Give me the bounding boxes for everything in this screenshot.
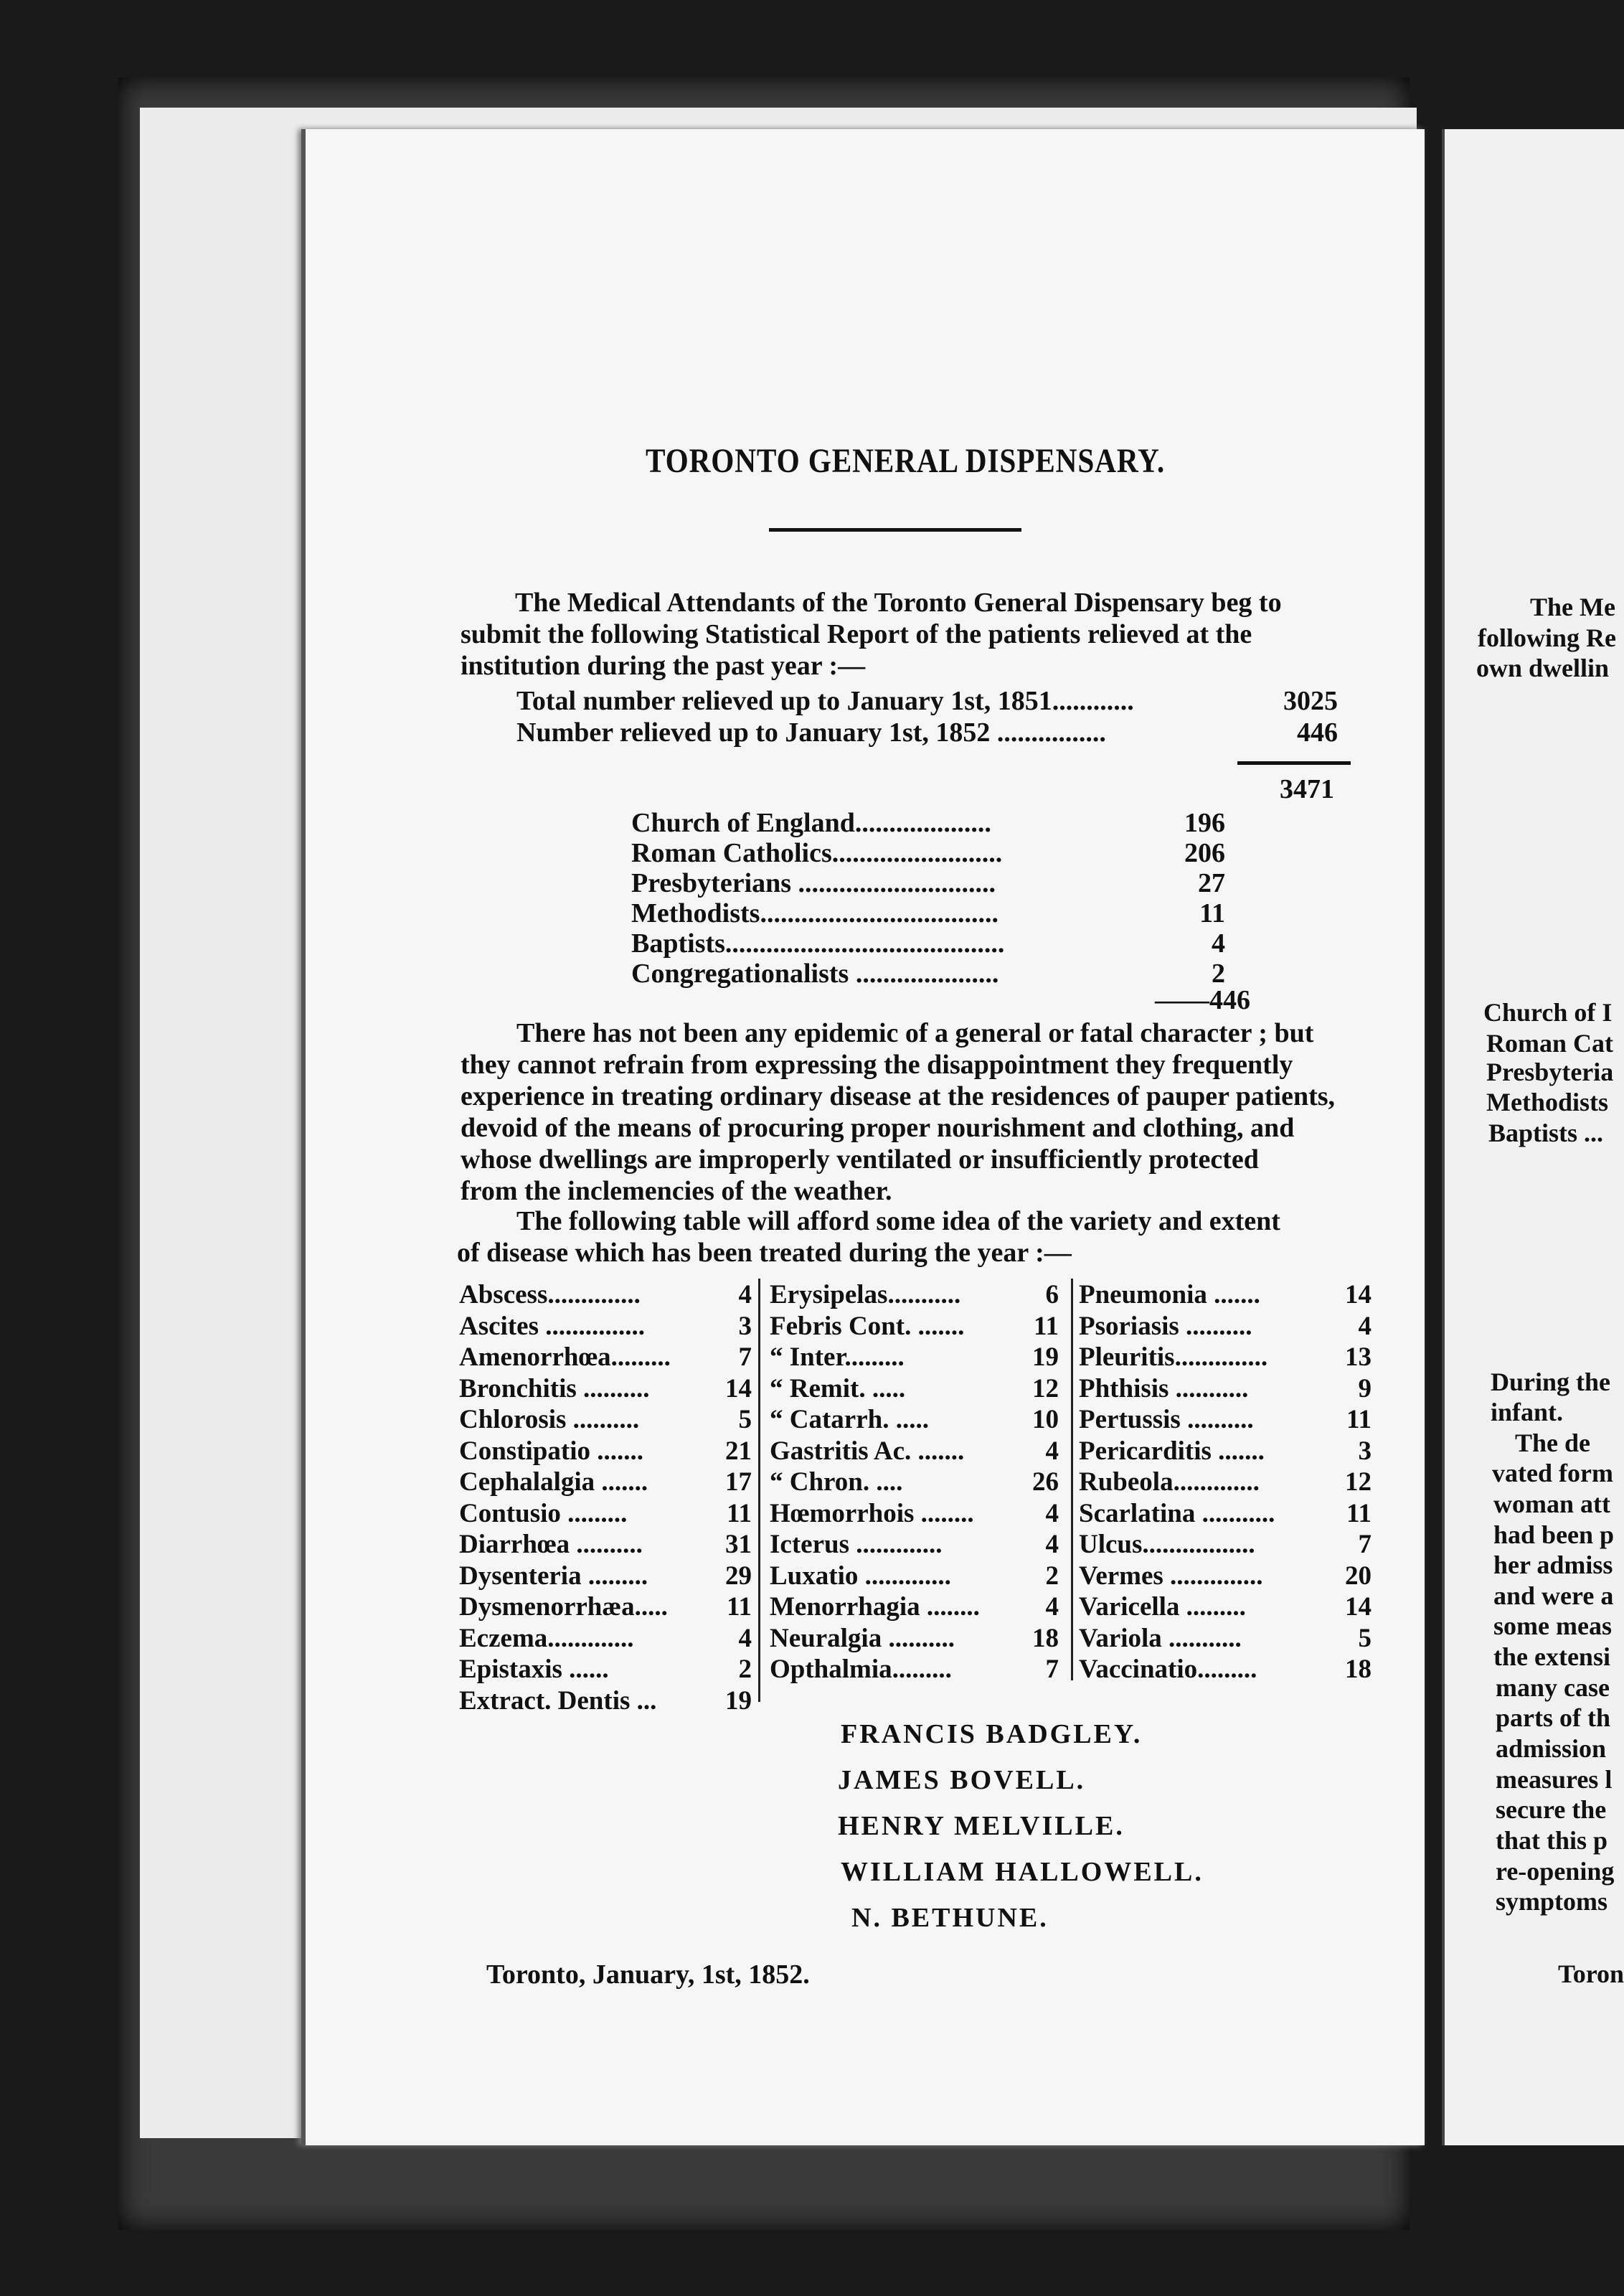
next-page-fragment: Church of I <box>1483 998 1613 1027</box>
disease-count: 4 <box>1045 1436 1059 1466</box>
table-intro-line: The following table will afford some idea of the variety and extent <box>516 1206 1280 1236</box>
disease-count: 5 <box>738 1405 752 1434</box>
disease-row <box>1079 1373 1372 1405</box>
column-divider-1 <box>758 1279 760 1702</box>
disease-name: Extract. Dentis ... <box>459 1685 657 1716</box>
total-value: 446 <box>1297 718 1338 748</box>
disease-count: 4 <box>738 1623 752 1653</box>
disease-row <box>1079 1342 1372 1373</box>
disease-row <box>459 1404 752 1436</box>
intro-line: The Medical Attendants of the Toronto General Dispensary beg to <box>515 588 1282 618</box>
epidemic-line: experience in treating ordinary disease at the residences of pauper patients, <box>461 1081 1336 1111</box>
disease-name: Luxatio ............. <box>770 1561 951 1591</box>
next-page-fragment: The de <box>1515 1429 1591 1457</box>
disease-count: 21 <box>725 1436 752 1466</box>
next-page-fragment: her admiss <box>1493 1551 1613 1579</box>
next-page-fragment: and were a <box>1493 1581 1614 1610</box>
disease-count: 2 <box>738 1655 752 1684</box>
table-intro-line: of disease which has been treated during the year :— <box>457 1238 1072 1268</box>
disease-name: Erysipelas........... <box>770 1280 961 1309</box>
signatory-name: HENRY MELVILLE. <box>838 1811 1125 1841</box>
disease-name: Febris Cont. ....... <box>770 1311 965 1341</box>
grand-total: 3471 <box>1280 774 1334 804</box>
disease-row <box>1079 1436 1372 1467</box>
disease-count: 11 <box>1346 1405 1372 1434</box>
disease-name: Gastritis Ac. ....... <box>770 1436 965 1466</box>
next-page-fragment: infant. <box>1491 1398 1564 1426</box>
disease-row <box>1079 1529 1372 1561</box>
disease-name: Bronchitis .......... <box>459 1373 650 1403</box>
disease-column-3 <box>1079 1279 1372 1685</box>
disease-name: Vermes .............. <box>1079 1561 1263 1591</box>
disease-row <box>1079 1279 1372 1311</box>
dateline: Toronto, January, 1st, 1852. <box>486 1959 810 1990</box>
disease-count: 26 <box>1032 1467 1059 1497</box>
disease-row <box>770 1498 1059 1530</box>
column-divider-2 <box>1071 1279 1073 1680</box>
intro-line: submit the following Statistical Report of the patients relieved at the <box>461 619 1252 649</box>
disease-name: Dysmenorrhæa..... <box>459 1592 668 1622</box>
disease-count: 12 <box>1345 1467 1372 1497</box>
disease-count: 4 <box>1358 1311 1372 1341</box>
denomination-value: 4 <box>1212 928 1225 959</box>
disease-count: 13 <box>1345 1342 1372 1372</box>
epidemic-line: There has not been any epidemic of a general or fatal character ; but <box>516 1018 1314 1048</box>
disease-name: “ Inter......... <box>770 1342 905 1372</box>
disease-name: Epistaxis ...... <box>459 1655 609 1684</box>
signatory-name: N. BETHUNE. <box>851 1903 1049 1933</box>
next-page-fragment: admission <box>1496 1734 1607 1763</box>
next-page-fragment: Baptists ... <box>1488 1119 1604 1147</box>
disease-count: 12 <box>1032 1373 1059 1403</box>
disease-name: Pericarditis ....... <box>1079 1436 1265 1466</box>
denomination-label: Presbyterians ............................. <box>631 868 996 898</box>
denominations-total: ——446 <box>1155 985 1250 1015</box>
title-rule <box>769 528 1021 532</box>
denomination-label: Roman Catholics......................... <box>631 838 1003 868</box>
disease-row <box>1079 1467 1372 1498</box>
denomination-label: Congregationalists ..................... <box>631 959 999 989</box>
next-page-fragment: The Me <box>1530 593 1615 621</box>
next-page-fragment: measures l <box>1496 1765 1613 1794</box>
disease-name: Psoriasis .......... <box>1079 1311 1252 1341</box>
disease-name: Opthalmia......... <box>770 1655 952 1684</box>
disease-row <box>1079 1591 1372 1623</box>
disease-row <box>459 1373 752 1405</box>
disease-count: 14 <box>1345 1280 1372 1309</box>
disease-name: Varicella ......... <box>1079 1592 1246 1622</box>
disease-row <box>459 1279 752 1311</box>
disease-row <box>1079 1561 1372 1592</box>
disease-count: 14 <box>1345 1592 1372 1622</box>
disease-row <box>459 1561 752 1592</box>
disease-count: 10 <box>1032 1405 1059 1434</box>
disease-count: 20 <box>1345 1561 1372 1591</box>
disease-name: Scarlatina ........... <box>1079 1498 1275 1528</box>
epidemic-line: they cannot refrain from expressing the disappointment they frequently <box>461 1050 1293 1080</box>
disease-count: 19 <box>1032 1342 1059 1372</box>
disease-row <box>459 1436 752 1467</box>
disease-count: 6 <box>1045 1280 1059 1309</box>
disease-name: “ Remit. ..... <box>770 1373 906 1403</box>
disease-row <box>1079 1404 1372 1436</box>
disease-row <box>770 1654 1059 1685</box>
disease-count: 18 <box>1345 1655 1372 1684</box>
next-page-fragment: symptoms <box>1496 1887 1608 1916</box>
disease-row <box>459 1591 752 1623</box>
disease-row <box>1079 1623 1372 1655</box>
disease-name: Phthisis ........... <box>1079 1373 1249 1403</box>
next-page-fragment: some meas <box>1493 1612 1612 1640</box>
denomination-value: 11 <box>1199 898 1225 928</box>
next-page-fragment: woman att <box>1493 1490 1610 1518</box>
disease-count: 7 <box>738 1342 752 1372</box>
disease-row <box>770 1342 1059 1373</box>
disease-row <box>459 1529 752 1561</box>
disease-row <box>1079 1311 1372 1342</box>
disease-count: 11 <box>727 1592 752 1622</box>
disease-count: 5 <box>1358 1623 1372 1653</box>
total-value: 3025 <box>1283 686 1338 716</box>
disease-row <box>459 1342 752 1373</box>
disease-count: 29 <box>725 1561 752 1591</box>
epidemic-line: whose dwellings are improperly ventilated or insufficiently protected <box>461 1144 1259 1175</box>
denomination-label: Baptists......................................... <box>631 928 1005 959</box>
disease-count: 7 <box>1045 1655 1059 1684</box>
next-page-fragment: Presbyteria <box>1486 1058 1614 1086</box>
next-page-fragment: Roman Cat <box>1486 1029 1613 1058</box>
disease-row <box>770 1279 1059 1311</box>
next-page-fragment: had been p <box>1493 1520 1615 1549</box>
signatory-name: FRANCIS BADGLEY. <box>841 1719 1143 1749</box>
disease-row <box>459 1685 752 1717</box>
disease-row <box>459 1654 752 1685</box>
disease-name: Contusio ......... <box>459 1498 628 1528</box>
disease-name: Constipatio ....... <box>459 1436 643 1466</box>
denomination-label: Church of England.................... <box>631 808 991 838</box>
disease-row <box>459 1467 752 1498</box>
page-title: TORONTO GENERAL DISPENSARY. <box>646 442 1166 480</box>
disease-row <box>770 1591 1059 1623</box>
denomination-value: 206 <box>1184 838 1225 868</box>
disease-row <box>1079 1498 1372 1530</box>
disease-count: 4 <box>1045 1530 1059 1559</box>
disease-count: 17 <box>725 1467 752 1497</box>
disease-name: Icterus ............. <box>770 1530 943 1559</box>
next-page-fragment: Methodists <box>1486 1088 1608 1116</box>
disease-name: Pertussis .......... <box>1079 1405 1254 1434</box>
denomination-value: 27 <box>1198 868 1225 898</box>
disease-name: Eczema............. <box>459 1623 634 1653</box>
next-page-fragment: own dwellin <box>1476 654 1610 682</box>
disease-row <box>770 1373 1059 1405</box>
totals-rule <box>1237 761 1351 765</box>
signatory-name: JAMES BOVELL. <box>838 1765 1086 1795</box>
disease-row <box>770 1436 1059 1467</box>
disease-name: Amenorrhœa......... <box>459 1342 671 1372</box>
disease-row <box>770 1623 1059 1655</box>
disease-name: Hœmorrhois ........ <box>770 1498 974 1528</box>
next-page-fragment: following Re <box>1478 624 1616 652</box>
disease-row <box>770 1404 1059 1436</box>
disease-name: Abscess.............. <box>459 1280 641 1309</box>
disease-count: 11 <box>1346 1498 1372 1528</box>
disease-count: 18 <box>1032 1623 1059 1653</box>
next-page-fragment: During the <box>1491 1368 1611 1396</box>
disease-count: 4 <box>1045 1498 1059 1528</box>
disease-name: Ulcus................. <box>1079 1530 1255 1559</box>
total-label: Total number relieved up to January 1st, 1851............ <box>516 686 1134 716</box>
disease-name: “ Chron. .... <box>770 1467 903 1497</box>
signatory-name: WILLIAM HALLOWELL. <box>841 1857 1204 1887</box>
disease-column-2 <box>770 1279 1059 1685</box>
denomination-value: 2 <box>1212 959 1225 989</box>
disease-count: 19 <box>725 1685 752 1716</box>
next-page-fragment: re-opening <box>1496 1857 1615 1886</box>
disease-row <box>459 1498 752 1530</box>
denomination-value: 196 <box>1184 808 1225 838</box>
disease-count: 11 <box>727 1498 752 1528</box>
next-page-fragment: Toron <box>1558 1959 1624 1988</box>
disease-row <box>770 1467 1059 1498</box>
epidemic-line: from the inclemencies of the weather. <box>461 1176 892 1206</box>
disease-row <box>459 1311 752 1342</box>
intro-line: institution during the past year :— <box>461 651 866 681</box>
disease-row <box>459 1623 752 1655</box>
disease-name: Ascites ............... <box>459 1311 645 1341</box>
next-page-fragment: the extensi <box>1493 1642 1610 1671</box>
next-page-fragment: secure the <box>1496 1795 1607 1824</box>
disease-name: Pneumonia ....... <box>1079 1280 1260 1309</box>
disease-name: Pleuritis.............. <box>1079 1342 1268 1372</box>
disease-count: 2 <box>1045 1561 1059 1591</box>
epidemic-line: devoid of the means of procuring proper nourishment and clothing, and <box>461 1113 1295 1143</box>
next-page-fragment: parts of th <box>1496 1703 1610 1732</box>
disease-count: 9 <box>1358 1373 1372 1403</box>
disease-name: Rubeola............. <box>1079 1467 1260 1497</box>
disease-count: 4 <box>738 1280 752 1309</box>
disease-row <box>770 1311 1059 1342</box>
next-page-fragment: vated form <box>1492 1459 1613 1487</box>
disease-name: Variola ........... <box>1079 1623 1242 1653</box>
disease-count: 31 <box>725 1530 752 1559</box>
disease-count: 14 <box>725 1373 752 1403</box>
disease-name: Neuralgia .......... <box>770 1623 955 1653</box>
disease-name: Vaccinatio......... <box>1079 1655 1257 1684</box>
total-label: Number relieved up to January 1st, 1852 ................ <box>516 718 1106 748</box>
disease-count: 3 <box>1358 1436 1372 1466</box>
disease-name: Cephalalgia ....... <box>459 1467 648 1497</box>
denomination-label: Methodists................................... <box>631 898 999 928</box>
disease-name: Menorrhagia ........ <box>770 1592 980 1622</box>
disease-count: 11 <box>1034 1311 1059 1341</box>
disease-row <box>770 1529 1059 1561</box>
disease-row <box>1079 1654 1372 1685</box>
disease-count: 3 <box>738 1311 752 1341</box>
disease-column-1 <box>459 1279 752 1716</box>
next-page-fragment: many case <box>1496 1673 1610 1702</box>
disease-name: Chlorosis .......... <box>459 1405 640 1434</box>
disease-count: 4 <box>1045 1592 1059 1622</box>
next-page-fragment: that this p <box>1496 1826 1608 1855</box>
disease-count: 7 <box>1358 1530 1372 1559</box>
disease-name: Dysenteria ......... <box>459 1561 648 1591</box>
disease-row <box>770 1561 1059 1592</box>
disease-name: Diarrhœa .......... <box>459 1530 643 1559</box>
disease-name: “ Catarrh. ..... <box>770 1405 929 1434</box>
